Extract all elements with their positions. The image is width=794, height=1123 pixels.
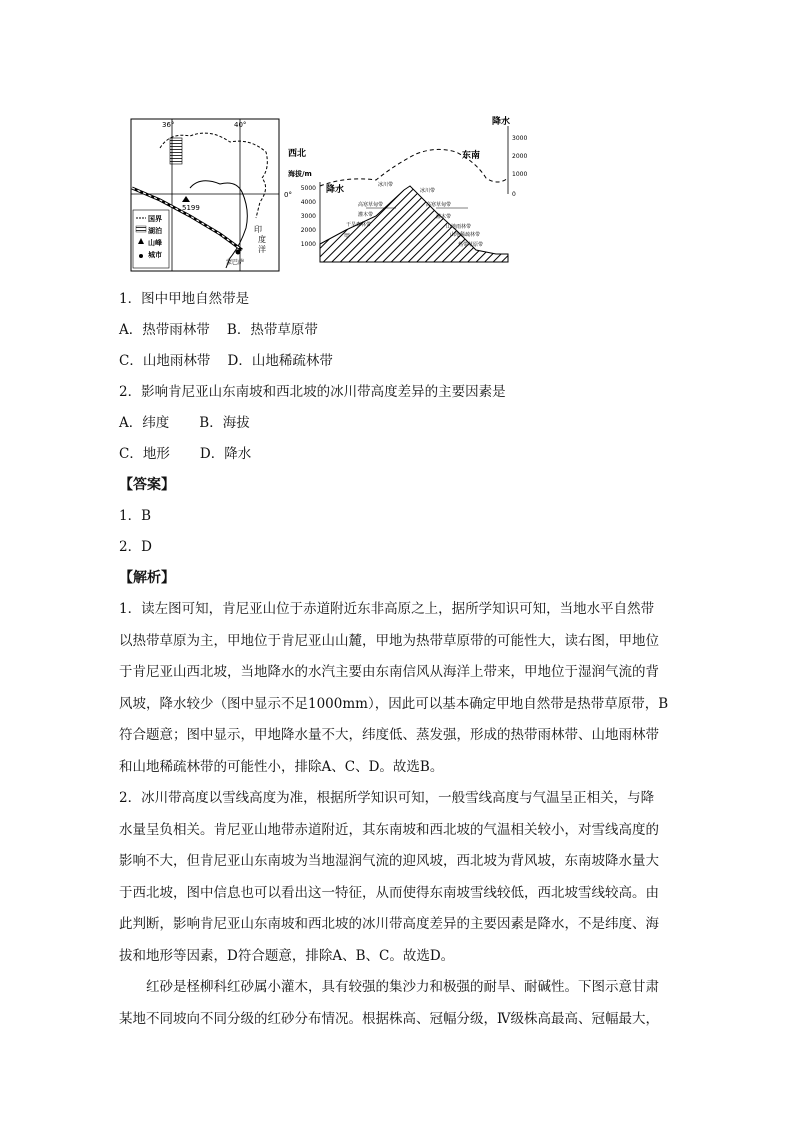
intro-line: 某地不同坡向不同分级的红砂分布情况。根据株高、冠幅分级，Ⅳ级株高最高、冠幅最大， xyxy=(119,1010,659,1027)
analysis-p1-line: 以热带草原为主，甲地位于肯尼亚山山麓，甲地为热带草原带的可能性大，读右图，甲地位 xyxy=(119,632,659,649)
lon-right-label: 40° xyxy=(234,121,247,129)
question-1-options-row2: C．山地雨林带 D．山地稀疏林带 xyxy=(119,353,333,369)
analysis-p1-line: 风坡，降水较少（图中显示不足1000mm），因此可以基本确定甲地自然带是热带草原带，B xyxy=(119,695,669,712)
y-left-2000: 2000 xyxy=(300,227,316,234)
analysis-heading: 【解析】 xyxy=(119,570,175,586)
y-left-1000: 1000 xyxy=(300,241,316,248)
city-label: 蒙巴萨 xyxy=(226,259,245,266)
analysis-p2-line: 影响不大，但肯尼亚山东南坡为当地湿润气流的迎风坡，西北坡为背风坡，东南坡降水量大 xyxy=(119,853,659,869)
legend-peak: 山峰 xyxy=(148,239,162,247)
y-right-0: 0 xyxy=(512,191,516,198)
analysis-section xyxy=(119,563,679,1035)
y-right-3000: 3000 xyxy=(512,135,528,142)
question-1: 1．图中甲地自然带是 xyxy=(119,291,250,307)
lake xyxy=(170,138,182,164)
analysis-p2-line: 此判断，影响肯尼亚山东南坡和西北坡的冰川带高度差异的主要因素是降水，不是纬度、海 xyxy=(119,916,659,932)
se-zone-1: 冰川带 xyxy=(420,188,436,194)
analysis-p1-line: 符合题意；图中显示，甲地降水量不大，纬度低、蒸发强，形成的热带雨林带、山地雨林带 xyxy=(119,727,659,743)
intro-line: 红砂是柽柳科红砂属小灌木，具有较强的集沙力和极强的耐旱、耐碱性。下图示意甘肃 xyxy=(146,979,659,995)
nw-label: 西北 xyxy=(288,149,307,159)
analysis-paragraph-1 xyxy=(119,594,679,783)
analysis-p2-line: 2．冰川带高度以雪线高度为准，根据所学知识可知，一般雪线高度与气温呈正相关，与降 xyxy=(119,790,655,806)
se-zone-5: 山地稀疏林带 xyxy=(450,232,481,238)
figure xyxy=(130,112,530,274)
kenya-map xyxy=(130,118,292,272)
analysis-p2-line: 于西北坡，图中信息也可以看出这一特征，从而使得东南坡雪线较低，西北坡雪线较高。由 xyxy=(119,884,659,901)
analysis-p1-line: 和山地稀疏林带的可能性小，排除A、C、D。故选B。 xyxy=(119,758,444,775)
answer-1: 1．B xyxy=(119,508,152,524)
lon-left-label: 36° xyxy=(162,121,175,129)
se-label: 东南 xyxy=(462,151,481,161)
question-1-options-row1: A．热带雨林带 B．热带草原带 xyxy=(119,322,318,338)
precip-title: 降水 xyxy=(492,117,511,127)
peak-icon xyxy=(182,196,190,202)
y-left-3000: 3000 xyxy=(300,213,316,220)
legend-city: 城市 xyxy=(148,251,162,259)
next-question-intro xyxy=(119,972,679,1035)
lat-label: 0° xyxy=(284,191,292,199)
analysis-p2-line: 拔和地形等因素，D符合题意，排除A、B、C。故选D。 xyxy=(119,947,455,964)
nw-zone-1: 冰川带 xyxy=(378,182,394,188)
y-left-5000: 5000 xyxy=(300,185,316,192)
nw-zone-2: 高寒草甸带 xyxy=(358,202,384,208)
city-icon xyxy=(236,250,241,255)
analysis-p1-line: 1．读左图可知，肯尼亚山位于赤道附近东非高原之上，据所学知识可知，当地水平自然带 xyxy=(119,601,655,617)
question-2-options-row1: A．纬度 B．海拔 xyxy=(119,415,250,431)
legend-border: 国界 xyxy=(148,215,162,223)
answer-section xyxy=(119,470,679,563)
se-zone-6: 热带草原带 xyxy=(458,242,484,248)
se-zone-3: 灌木带 xyxy=(436,214,452,220)
analysis-p1-line: 于肯尼亚山西北坡，当地降水的水汽主要由东南信风从海洋上带来，甲地位于湿润气流的背 xyxy=(119,664,659,680)
nw-zone-4: 干旱森林带 xyxy=(346,222,372,228)
alt-axis-label: 海拔/m xyxy=(288,170,312,178)
answer-2: 2．D xyxy=(119,539,152,555)
ocean-label-2: 度 xyxy=(258,235,266,244)
analysis-paragraph-2 xyxy=(119,783,679,972)
se-zone-4: 山地雨林带 xyxy=(446,224,472,230)
analysis-p2-line: 水量呈负相关。肯尼亚山地带赤道附近，其东南坡和西北坡的气温相关较小，对雪线高度的 xyxy=(119,821,659,838)
y-right-2000: 2000 xyxy=(512,153,528,160)
peak-height-label: 5199 xyxy=(182,204,200,212)
question-2-options-row2: C．地形 D．降水 xyxy=(119,446,252,462)
precip-label: 降水 xyxy=(326,185,345,195)
point-jia: 甲 xyxy=(344,233,351,240)
questions xyxy=(119,284,679,470)
y-right-1000: 1000 xyxy=(512,171,528,178)
y-left-4000: 4000 xyxy=(300,199,316,206)
mountain-profile xyxy=(286,112,530,272)
se-zone-2: 高寒草甸带 xyxy=(426,202,452,208)
answer-heading: 【答案】 xyxy=(119,477,175,493)
question-2: 2．影响肯尼亚山东南坡和西北坡的冰川带高度差异的主要因素是 xyxy=(119,384,506,400)
legend-lake: 湖泊 xyxy=(148,227,162,235)
ocean-label-1: 印 xyxy=(254,225,262,234)
nw-zone-3: 灌木带 xyxy=(358,212,374,218)
ocean-label-3: 洋 xyxy=(258,245,266,254)
